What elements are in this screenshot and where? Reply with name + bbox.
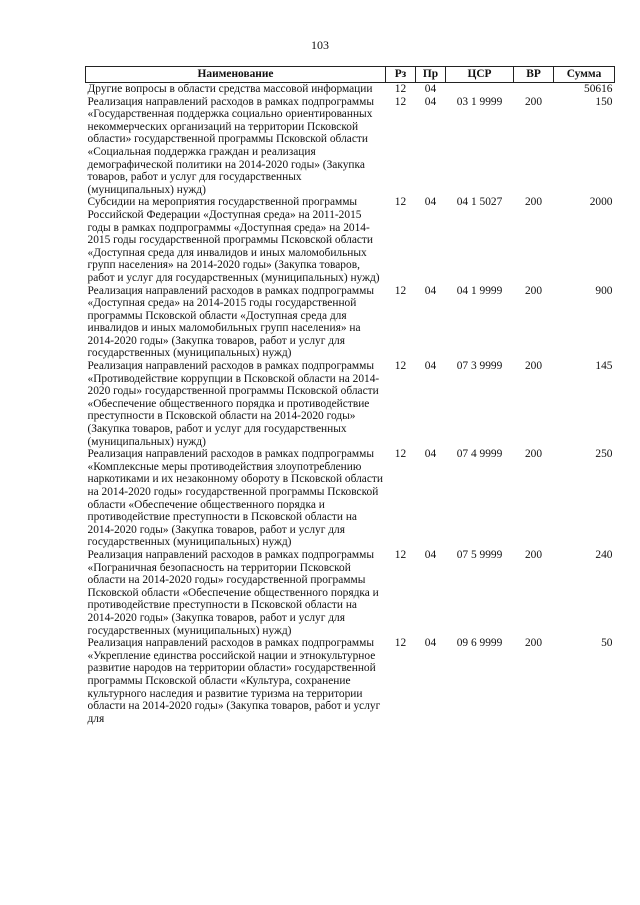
- row-vr: 200: [524, 95, 543, 108]
- row-pr: 04: [424, 637, 437, 650]
- row-name: Реализация направлений расходов в рамках подпрограммы «Противодействие коррупции в Псковской области на 2014-2020 годы» государственной программы Псковской области «Обеспечение общественного порядка и противодействие преступности в Псковской области на 2014-2020 годы» (Закупка товаров, работ и услуг для государственных (муниципальных) нужд): [87, 360, 380, 448]
- row-rz: 12: [394, 83, 407, 95]
- row-name: Реализация направлений расходов в рамках подпрограммы «Пограничная безопасность на территории Псковской области на 2014-2020 годы» государственной программы Псковской области «Обеспечение общественного порядка и противодействие преступности в Псковской области на 2014-2020 годы» (Закупка товаров, работ и услуг для государственных (муниципальных) нужд): [87, 548, 379, 637]
- row-rz: 12: [394, 284, 407, 297]
- row-csr: 07 5 9999: [456, 548, 503, 561]
- row-csr: 07 3 9999: [456, 360, 503, 373]
- row-name: Реализация направлений расходов в рамках подпрограммы «Комплексные меры противодействия злоупотреблению наркотиками и их незаконному обороту в Псковской области на 2014-2020 годы» государственной программы Псковской области «Обеспечение общественного порядка и противодействие преступности в Псковской области на 2014-2020 годы» (Закупка товаров, работ и услуг для государственных (муниципальных) нужд): [87, 448, 383, 549]
- header-csr: ЦСР: [446, 67, 514, 83]
- row-vr: 200: [524, 196, 543, 209]
- header-vr: ВР: [514, 67, 554, 83]
- header-sum: Сумма: [554, 67, 615, 83]
- table-row: [86, 83, 615, 96]
- table-row: [86, 285, 615, 361]
- budget-table: [85, 66, 615, 725]
- table-row: [86, 96, 615, 197]
- row-csr: 07 4 9999: [456, 448, 503, 461]
- row-sum: 240: [595, 548, 613, 561]
- row-rz: 12: [394, 360, 407, 373]
- row-csr: 04 1 5027: [456, 196, 503, 209]
- row-pr: 04: [424, 83, 437, 95]
- row-vr: 200: [524, 548, 543, 561]
- table-body: [86, 83, 615, 726]
- table-row: [86, 360, 615, 448]
- row-vr: [514, 83, 554, 96]
- header-rz: Рз: [386, 67, 416, 83]
- row-sum: 50616: [584, 83, 613, 95]
- row-sum: 145: [595, 360, 613, 373]
- row-pr: 04: [424, 284, 437, 297]
- row-sum: 50: [601, 637, 613, 650]
- row-rz: 12: [394, 95, 407, 108]
- row-pr: 04: [424, 448, 437, 461]
- header-name: Наименование: [86, 67, 386, 83]
- row-vr: 200: [524, 448, 543, 461]
- table-header: [86, 67, 615, 83]
- row-csr: 03 1 9999: [456, 95, 503, 108]
- row-name: Реализация направлений расходов в рамках подпрограммы «Укрепление единства российской нации и этнокультурное развитие народов на территории области» государственной программы Псковской области «Культура, сохранение культурного наследия и развитие туризма на территории области на 2014-2020 годы» (Закупка товаров, работ и услуг для: [87, 637, 381, 725]
- row-pr: 04: [424, 360, 437, 373]
- page-number: 103: [311, 38, 329, 52]
- row-name: Субсидии на мероприятия государственной программы Российской Федерации «Доступная среда» на 2011-2015 годы в рамках подпрограммы «Доступная среда» на 2014-2015 годы государственной программы Псковской области «Доступная среда для инвалидов и иных маломобильных групп населения» на 2014-2020 годы» (Закупка товаров, работ и услуг для государственных (муниципальных) нужд): [87, 196, 380, 284]
- row-sum: 250: [595, 448, 613, 461]
- row-name: Другие вопросы в области средства массовой информации: [87, 83, 373, 95]
- table-row: [86, 196, 615, 284]
- table-row: [86, 549, 615, 637]
- row-rz: 12: [394, 448, 407, 461]
- table-row: [86, 637, 615, 725]
- row-csr: 04 1 9999: [456, 284, 503, 297]
- row-csr: 09 6 9999: [456, 637, 503, 650]
- row-sum: 900: [595, 284, 613, 297]
- row-pr: 04: [424, 196, 437, 209]
- row-rz: 12: [394, 196, 407, 209]
- row-name: Реализация направлений расходов в рамках подпрограммы «Доступная среда» на 2014-2015 годы государственной программы Псковской области «Доступная среда для инвалидов и иных маломобильных групп населения» на 2014-2020 годы» (Закупка товаров, работ и услуг для государственных (муниципальных) нужд): [87, 284, 374, 360]
- row-rz: 12: [394, 548, 407, 561]
- row-name: Реализация направлений расходов в рамках подпрограммы «Государственная поддержка социально ориентированных некоммерческих организаций на территории Псковской области» государственной программы Псковской области «Социальная поддержка граждан и реализация демографической политики на 2014-2020 годы» (Закупка товаров, работ и услуг для государственных (муниципальных) нужд): [87, 95, 374, 196]
- row-pr: 04: [424, 95, 437, 108]
- row-vr: 200: [524, 284, 543, 297]
- header-pr: Пр: [416, 67, 446, 83]
- row-sum: 150: [595, 95, 613, 108]
- row-rz: 12: [394, 637, 407, 650]
- table-row: [86, 448, 615, 549]
- row-vr: 200: [524, 637, 543, 650]
- row-csr: [446, 83, 514, 96]
- row-vr: 200: [524, 360, 543, 373]
- row-sum: 2000: [589, 196, 613, 209]
- row-pr: 04: [424, 548, 437, 561]
